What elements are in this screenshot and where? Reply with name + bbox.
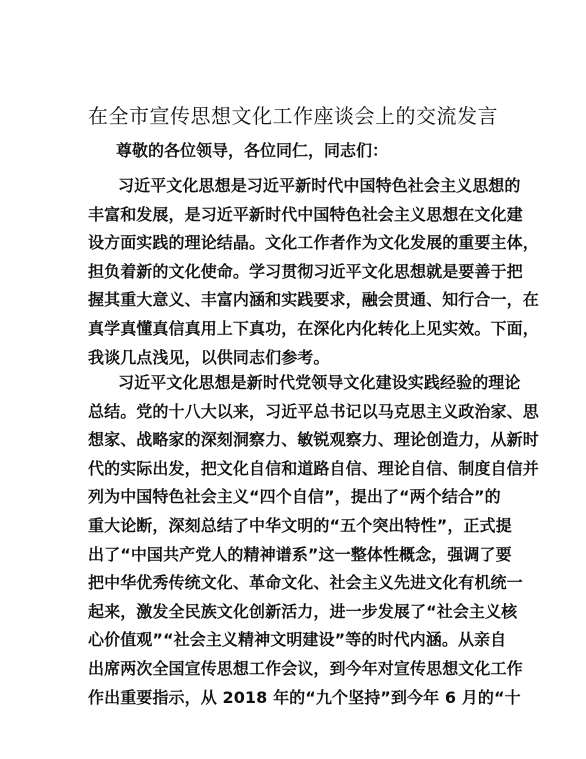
paragraph-line: 想家、战略家的深刻洞察力、敏锐观察力、理论创造力，从新时 xyxy=(88,430,539,450)
paragraph-line: 真学真懂真信真用上下真功，在深化内化转化上见实效。下面， xyxy=(88,318,539,338)
salutation: 尊敬的各位领导，各位同仁，同志们： xyxy=(116,141,389,160)
paragraph-line: 握其重大意义、丰富内涵和实践要求，融会贯通、知行合一，在 xyxy=(88,290,539,310)
paragraph-line: 出席两次全国宣传思想工作会议，到今年对宣传思想文化工作 xyxy=(88,658,523,678)
paragraph-line: 把中华优秀传统文化、革命文化、社会主义先进文化有机统一 xyxy=(88,573,523,593)
paragraph-line: 设方面实践的理论结晶。文化工作者作为文化发展的重要主体， xyxy=(88,233,539,253)
paragraph-line: 出了“中国共产党人的精神谱系”这一整体性概念，强调了要 xyxy=(88,544,512,564)
paragraph-line: 丰富和发展，是习近平新时代中国特色社会主义思想在文化建 xyxy=(88,204,523,224)
paragraph-line: 总结。党的十八大以来，习近平总书记以马克思主义政治家、思 xyxy=(88,401,539,421)
paragraph-line: 我谈几点浅见，以供同志们参考。 xyxy=(88,347,330,367)
paragraph-line: 习近平文化思想是习近平新时代中国特色社会主义思想的 xyxy=(118,176,521,195)
paragraph-line: 心价值观”“社会主义精神文明建设”等的时代内涵。从亲自 xyxy=(88,630,507,650)
paragraph-line: 习近平文化思想是新时代党领导文化建设实践经验的理论 xyxy=(118,373,521,392)
paragraph-line: 代的实际出发，把文化自信和道路自信、理论自信、制度自信并 xyxy=(88,458,539,478)
document-title: 在全市宣传思想文化工作座谈会上的交流发言 xyxy=(88,104,498,128)
paragraph-2 xyxy=(88,369,539,712)
paragraph-line: 作出重要指示，从 2018 年的“九个坚持”到今年 6 月的“十 xyxy=(88,687,521,707)
paragraph-line: 重大论断，深刻总结了中华文明的“五个突出特性”，正式提 xyxy=(88,515,512,535)
paragraph-line: 列为中国特色社会主义“四个自信”，提出了“两个结合”的 xyxy=(88,487,501,507)
paragraph-line: 起来，激发全民族文化创新活力，进一步发展了“社会主义核 xyxy=(88,601,518,621)
paragraph-line: 担负着新的文化使命。学习贯彻习近平文化思想就是要善于把 xyxy=(88,261,523,281)
paragraph-1 xyxy=(88,172,539,372)
